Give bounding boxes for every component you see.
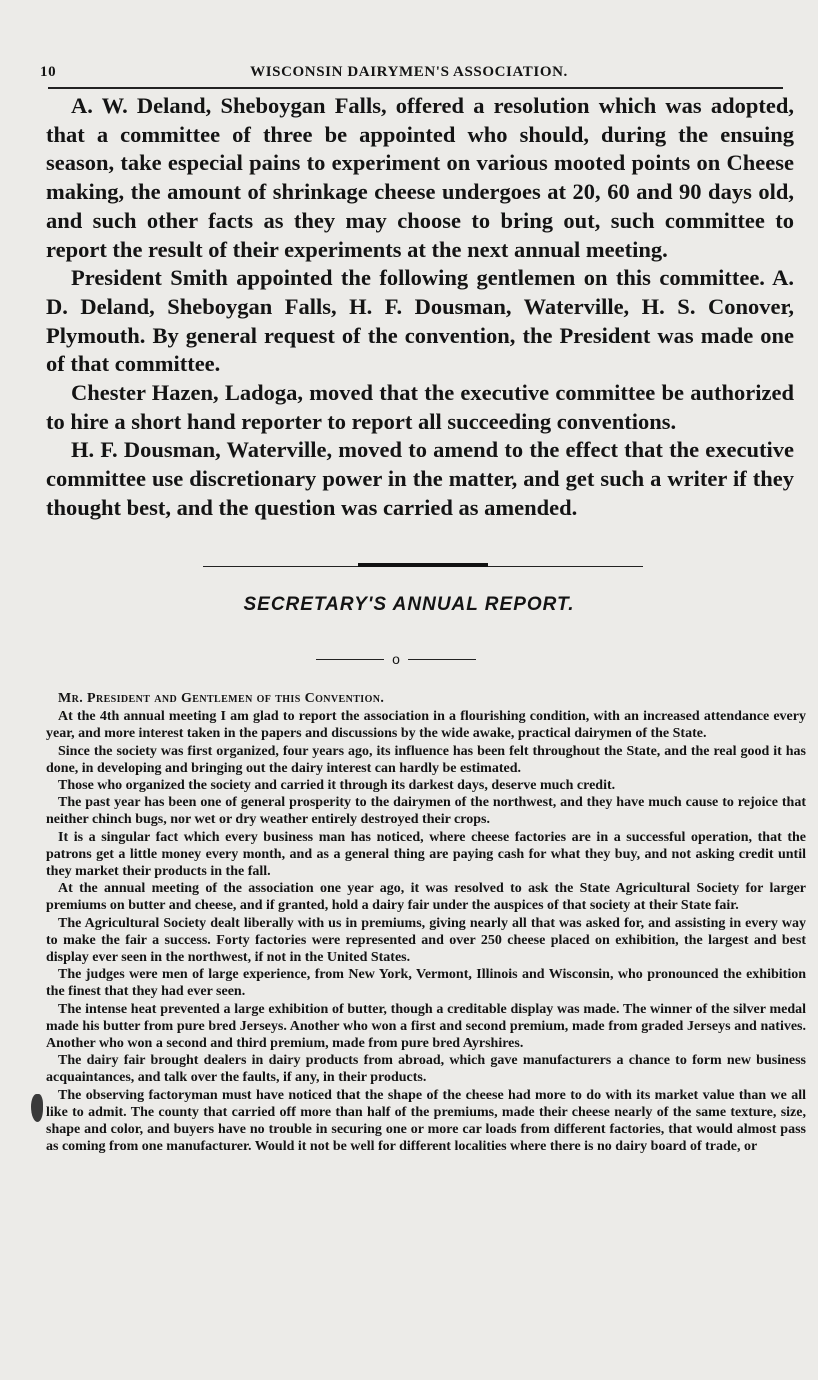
convention-minutes	[46, 92, 794, 523]
secretary-report-body	[46, 690, 806, 1155]
running-title: WISCONSIN DAIRYMEN'S ASSOCIATION.	[250, 64, 568, 80]
report-paragraph: The observing factoryman must have noticed that the shape of the cheese had more to do with its market value than we all like to admit. The county that carried off more than half of the premiums, made their cheese nearly of the same texture, size, shape and color, and buyers have no trouble in securing one or more car loads from different factories, that would almost pass as coming from one manufacturer. Would it not be well for different localities where there is no dairy board of trade, or	[46, 1087, 806, 1155]
report-paragraph: The dairy fair brought dealers in dairy products from abroad, which gave manufacturers a chance to form new business acquaintances, and talk over the faults, if any, in their products.	[46, 1053, 806, 1086]
report-paragraph: Those who organized the society and carried it through its darkest days, deserve much credit.	[58, 778, 616, 794]
report-heading: SECRETARY'S ANNUAL REPORT.	[243, 594, 575, 615]
report-paragraph: At the 4th annual meeting I am glad to report the association in a flourishing condition, with an increased attendance every year, and more interest taken in the papers and discussions by the wide awake, practical dairymen of the State.	[46, 709, 806, 742]
report-paragraph: The Agricultural Society dealt liberally with us in premiums, giving nearly all that was asked for, and assisting in every way to make the fair a success. Forty factories were represented and over 250 cheese placed on exhibition, the largest and best display ever seen in the northwest, if not in the United States.	[46, 915, 806, 966]
page-number: 10	[40, 64, 57, 80]
minutes-paragraph: A. W. Deland, Sheboygan Falls, offered a resolution which was adopted, that a committee of three be appointed who should, during the ensuing season, take especial pains to experiment on various mooted points on Cheese making, the amount of shrinkage cheese undergoes at 20, 60 and 90 days old, and such other facts as they may choose to bring out, such committee to report the result of their experiments at the next annual meeting.	[46, 93, 794, 262]
minutes-paragraph: President Smith appointed the following gentlemen on this committee. A. D. Deland, Sheboygan Falls, H. F. Dousman, Waterville, H. S. Conover, Plymouth. By general request of the convention, the President was made one of that committee.	[46, 265, 794, 377]
report-paragraph: Since the society was first organized, four years ago, its influence has been felt throughout the State, and the real good it has done, in developing and bringing out the dairy interest can hardly be estimated.	[46, 743, 806, 776]
report-paragraph: The intense heat prevented a large exhibition of butter, though a creditable display was made. The winner of the silver medal made his butter from pure bred Jerseys. Another who won a first and second premium, made from graded Jerseys and natives. Another who won a second and third premium, made from pure bred Ayrshires.	[46, 1001, 806, 1052]
running-header	[40, 60, 778, 84]
minutes-paragraph: Chester Hazen, Ladoga, moved that the executive committee be authorized to hire a short hand reporter to report all succeeding conventions.	[46, 380, 794, 434]
minutes-paragraph: H. F. Dousman, Waterville, moved to amend to the effect that the executive committee use discretionary power in the matter, and get such a writer if they thought best, and the question was carried as amended.	[46, 437, 794, 520]
report-paragraph: The judges were men of large experience, from New York, Vermont, Illinois and Wisconsin, who pronounced the exhibition the finest that they had ever seen.	[46, 967, 806, 1000]
divider-line-right	[408, 659, 476, 660]
section-divider	[203, 566, 643, 567]
divider-mark: o	[392, 651, 400, 667]
header-rule	[48, 87, 783, 89]
divider-thick-bar	[358, 563, 488, 567]
report-salutation: Mr. President and Gentlemen of this Convention.	[58, 691, 385, 706]
report-paragraph: At the annual meeting of the association one year ago, it was resolved to ask the State Agricultural Society for larger premiums on butter and cheese, and if granted, hold a dairy fair under the auspices of that society at their State fair.	[46, 881, 806, 914]
ornamental-divider	[316, 651, 476, 669]
report-paragraph: It is a singular fact which every business man has noticed, where cheese factories are in a successful operation, that the patrons get a little money every month, and as a general thing are paying cash for what they buy, and not asking credit until they market their products in the fall.	[46, 829, 806, 880]
report-paragraph: The past year has been one of general prosperity to the dairymen of the northwest, and they have much cause to rejoice that neither chinch bugs, nor wet or dry weather entirely destroyed their crops.	[46, 795, 806, 828]
ink-blot	[31, 1094, 43, 1122]
